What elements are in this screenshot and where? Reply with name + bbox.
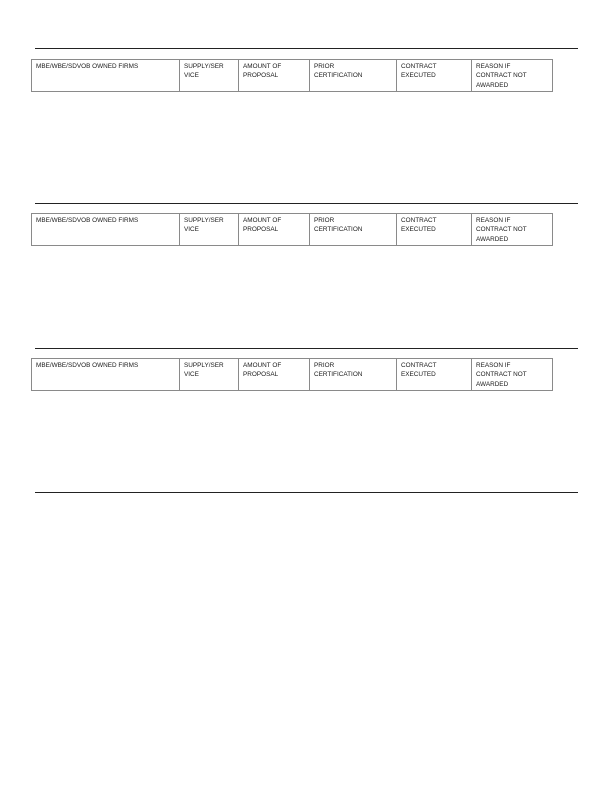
section-3-divider [35, 348, 578, 349]
section-1-divider [35, 48, 578, 49]
header-reason-not-awarded: REASON IF CONTRACT NOT AWARDED [472, 60, 553, 92]
header-firms: MBE/WBE/SDVOB OWNED FIRMS [32, 214, 180, 246]
firm-table-2 [31, 213, 553, 246]
header-firms: MBE/WBE/SDVOB OWNED FIRMS [32, 60, 180, 92]
header-reason-not-awarded: REASON IF CONTRACT NOT AWARDED [472, 214, 553, 246]
header-contract-executed: CONTRACT EXECUTED [397, 214, 472, 246]
section-4-divider [35, 492, 578, 493]
firm-table-3 [31, 358, 553, 391]
header-amount-of-proposal: AMOUNT OF PROPOSAL [239, 359, 310, 391]
header-amount-of-proposal: AMOUNT OF PROPOSAL [239, 60, 310, 92]
header-contract-executed: CONTRACT EXECUTED [397, 359, 472, 391]
header-prior-certification: PRIOR CERTIFICATION [310, 214, 397, 246]
header-amount-of-proposal: AMOUNT OF PROPOSAL [239, 214, 310, 246]
table-header-row [32, 214, 553, 246]
table-header-row [32, 60, 553, 92]
header-prior-certification: PRIOR CERTIFICATION [310, 359, 397, 391]
header-prior-certification: PRIOR CERTIFICATION [310, 60, 397, 92]
header-contract-executed: CONTRACT EXECUTED [397, 60, 472, 92]
firm-table-1 [31, 59, 553, 92]
header-supply-service: SUPPLY/SER VICE [180, 60, 239, 92]
table-header-row [32, 359, 553, 391]
header-firms: MBE/WBE/SDVOB OWNED FIRMS [32, 359, 180, 391]
header-supply-service: SUPPLY/SER VICE [180, 214, 239, 246]
header-supply-service: SUPPLY/SER VICE [180, 359, 239, 391]
section-2-divider [35, 203, 578, 204]
header-reason-not-awarded: REASON IF CONTRACT NOT AWARDED [472, 359, 553, 391]
